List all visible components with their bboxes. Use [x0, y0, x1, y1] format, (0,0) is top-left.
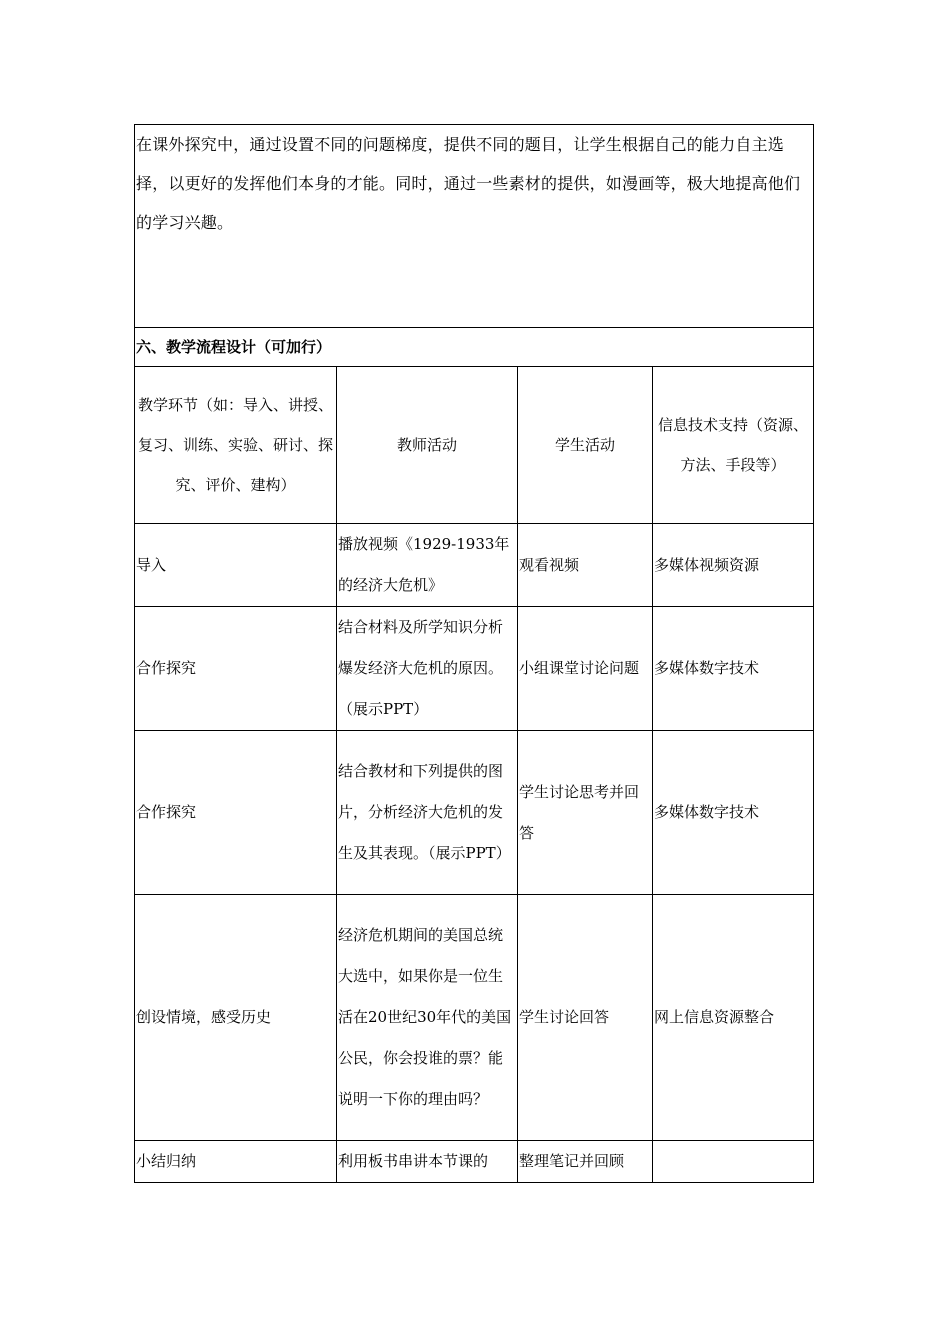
row-teacher: 结合教材和下列提供的图片，分析经济大危机的发生及其表现。（展示PPT）	[337, 731, 518, 895]
row-stage: 创设情境，感受历史	[135, 895, 337, 1141]
header-stage: 教学环节（如：导入、讲授、复习、训练、实验、研讨、探究、评价、建构）	[135, 367, 337, 524]
row-student: 小组课堂讨论问题	[518, 607, 653, 731]
row-student: 学生讨论回答	[518, 895, 653, 1141]
lesson-plan-table	[134, 124, 814, 1183]
row-tech: 网上信息资源整合	[653, 895, 814, 1141]
header-student: 学生活动	[518, 367, 653, 524]
row-student: 整理笔记并回顾	[518, 1141, 653, 1183]
row-stage: 小结归纳	[135, 1141, 337, 1183]
table-row	[135, 524, 814, 607]
row-tech: 多媒体数字技术	[653, 607, 814, 731]
row-teacher: 利用板书串讲本节课的	[337, 1141, 518, 1183]
row-teacher: 播放视频《1929-1933年的经济大危机》	[337, 524, 518, 607]
row-stage: 导入	[135, 524, 337, 607]
row-student: 观看视频	[518, 524, 653, 607]
row-stage: 合作探究	[135, 731, 337, 895]
header-tech: 信息技术支持（资源、方法、手段等）	[653, 367, 814, 524]
row-stage: 合作探究	[135, 607, 337, 731]
row-teacher: 经济危机期间的美国总统大选中，如果你是一位生活在20世纪30年代的美国公民，你会投谁的票？能说明一下你的理由吗？	[337, 895, 518, 1141]
intro-cell	[135, 125, 814, 328]
row-tech: 多媒体数字技术	[653, 731, 814, 895]
table-header-row	[135, 367, 814, 524]
row-tech: 多媒体视频资源	[653, 524, 814, 607]
intro-text: 在课外探究中，通过设置不同的问题梯度，提供不同的题目，让学生根据自己的能力自主选择，以更好的发挥他们本身的才能。同时，通过一些素材的提供，如漫画等，极大地提高他们的学习兴趣。	[136, 135, 801, 232]
header-teacher: 教师活动	[337, 367, 518, 524]
section-title: 六、教学流程设计（可加行）	[135, 328, 814, 367]
row-teacher: 结合材料及所学知识分析爆发经济大危机的原因。（展示PPT）	[337, 607, 518, 731]
table-row	[135, 731, 814, 895]
table-row	[135, 895, 814, 1141]
table-row	[135, 1141, 814, 1183]
row-tech	[653, 1141, 814, 1183]
table-row	[135, 607, 814, 731]
row-student: 学生讨论思考并回答	[518, 731, 653, 895]
